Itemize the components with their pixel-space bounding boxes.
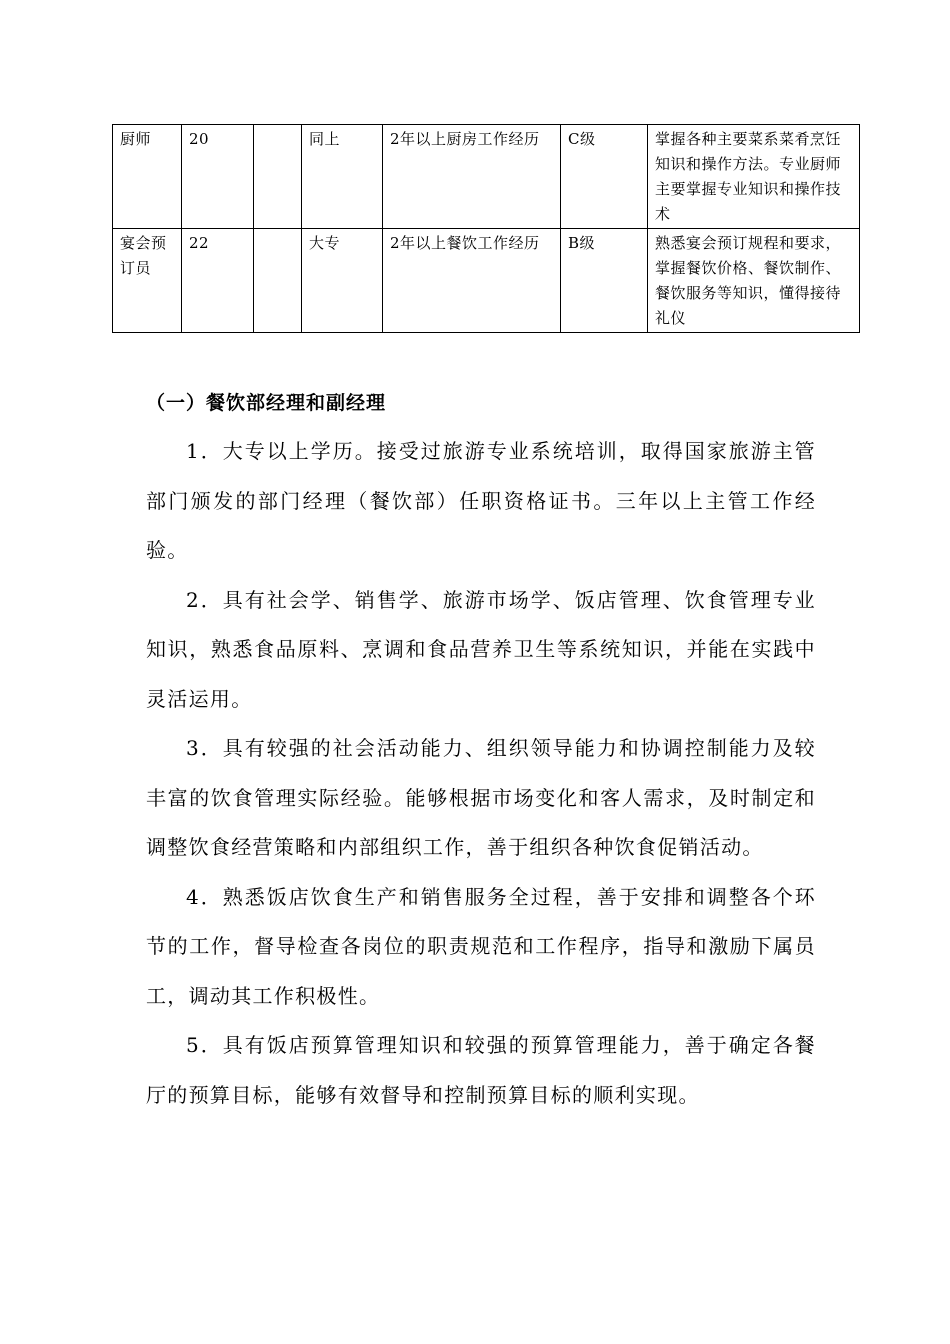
cell-age: 22 [182,229,254,333]
table-row [113,229,860,333]
cell-position: 宴会预订员 [113,229,182,333]
cell-level: C级 [561,125,648,229]
paragraph: 2．具有社会学、销售学、旅游市场学、饭店管理、饮食管理专业知识，熟悉食品原料、烹调和食品营养卫生等系统知识，并能在实践中灵活运用。 [146,587,816,711]
section-body [146,427,816,1120]
cell-blank [254,229,302,333]
requirements-table [112,124,860,333]
paragraph: 5．具有饭店预算管理知识和较强的预算管理能力，善于确定各餐厅的预算目标，能够有效督导和控制预算目标的顺利实现。 [146,1033,816,1107]
cell-experience: 2年以上餐饮工作经历 [383,229,561,333]
paragraph: 4．熟悉饭店饮食生产和销售服务全过程，善于安排和调整各个环节的工作，督导检查各岗位的职责规范和工作程序，指导和激励下属员工，调动其工作积极性。 [146,884,816,1008]
paragraph: 1．大专以上学历。接受过旅游专业系统培训，取得国家旅游主管部门颁发的部门经理（餐饮部）任职资格证书。三年以上主管工作经验。 [146,439,816,562]
cell-age: 20 [182,125,254,229]
cell-level: B级 [561,229,648,333]
cell-education: 大专 [302,229,383,333]
cell-blank [254,125,302,229]
cell-skills: 掌握各种主要菜系菜肴烹饪知识和操作方法。专业厨师主要掌握专业知识和操作技术 [648,125,860,229]
cell-position: 厨师 [113,125,182,229]
cell-skills: 熟悉宴会预订规程和要求，掌握餐饮价格、餐饮制作、餐饮服务等知识，懂得接待礼仪 [648,229,860,333]
table-row [113,125,860,229]
paragraph: 3．具有较强的社会活动能力、组织领导能力和协调控制能力及较丰富的饮食管理实际经验。能够根据市场变化和客人需求，及时制定和调整饮食经营策略和内部组织工作，善于组织各种饮食促销活动。 [146,736,816,859]
cell-experience: 2年以上厨房工作经历 [383,125,561,229]
cell-education: 同上 [302,125,383,229]
section-heading: （一）餐饮部经理和副经理 [146,392,387,414]
